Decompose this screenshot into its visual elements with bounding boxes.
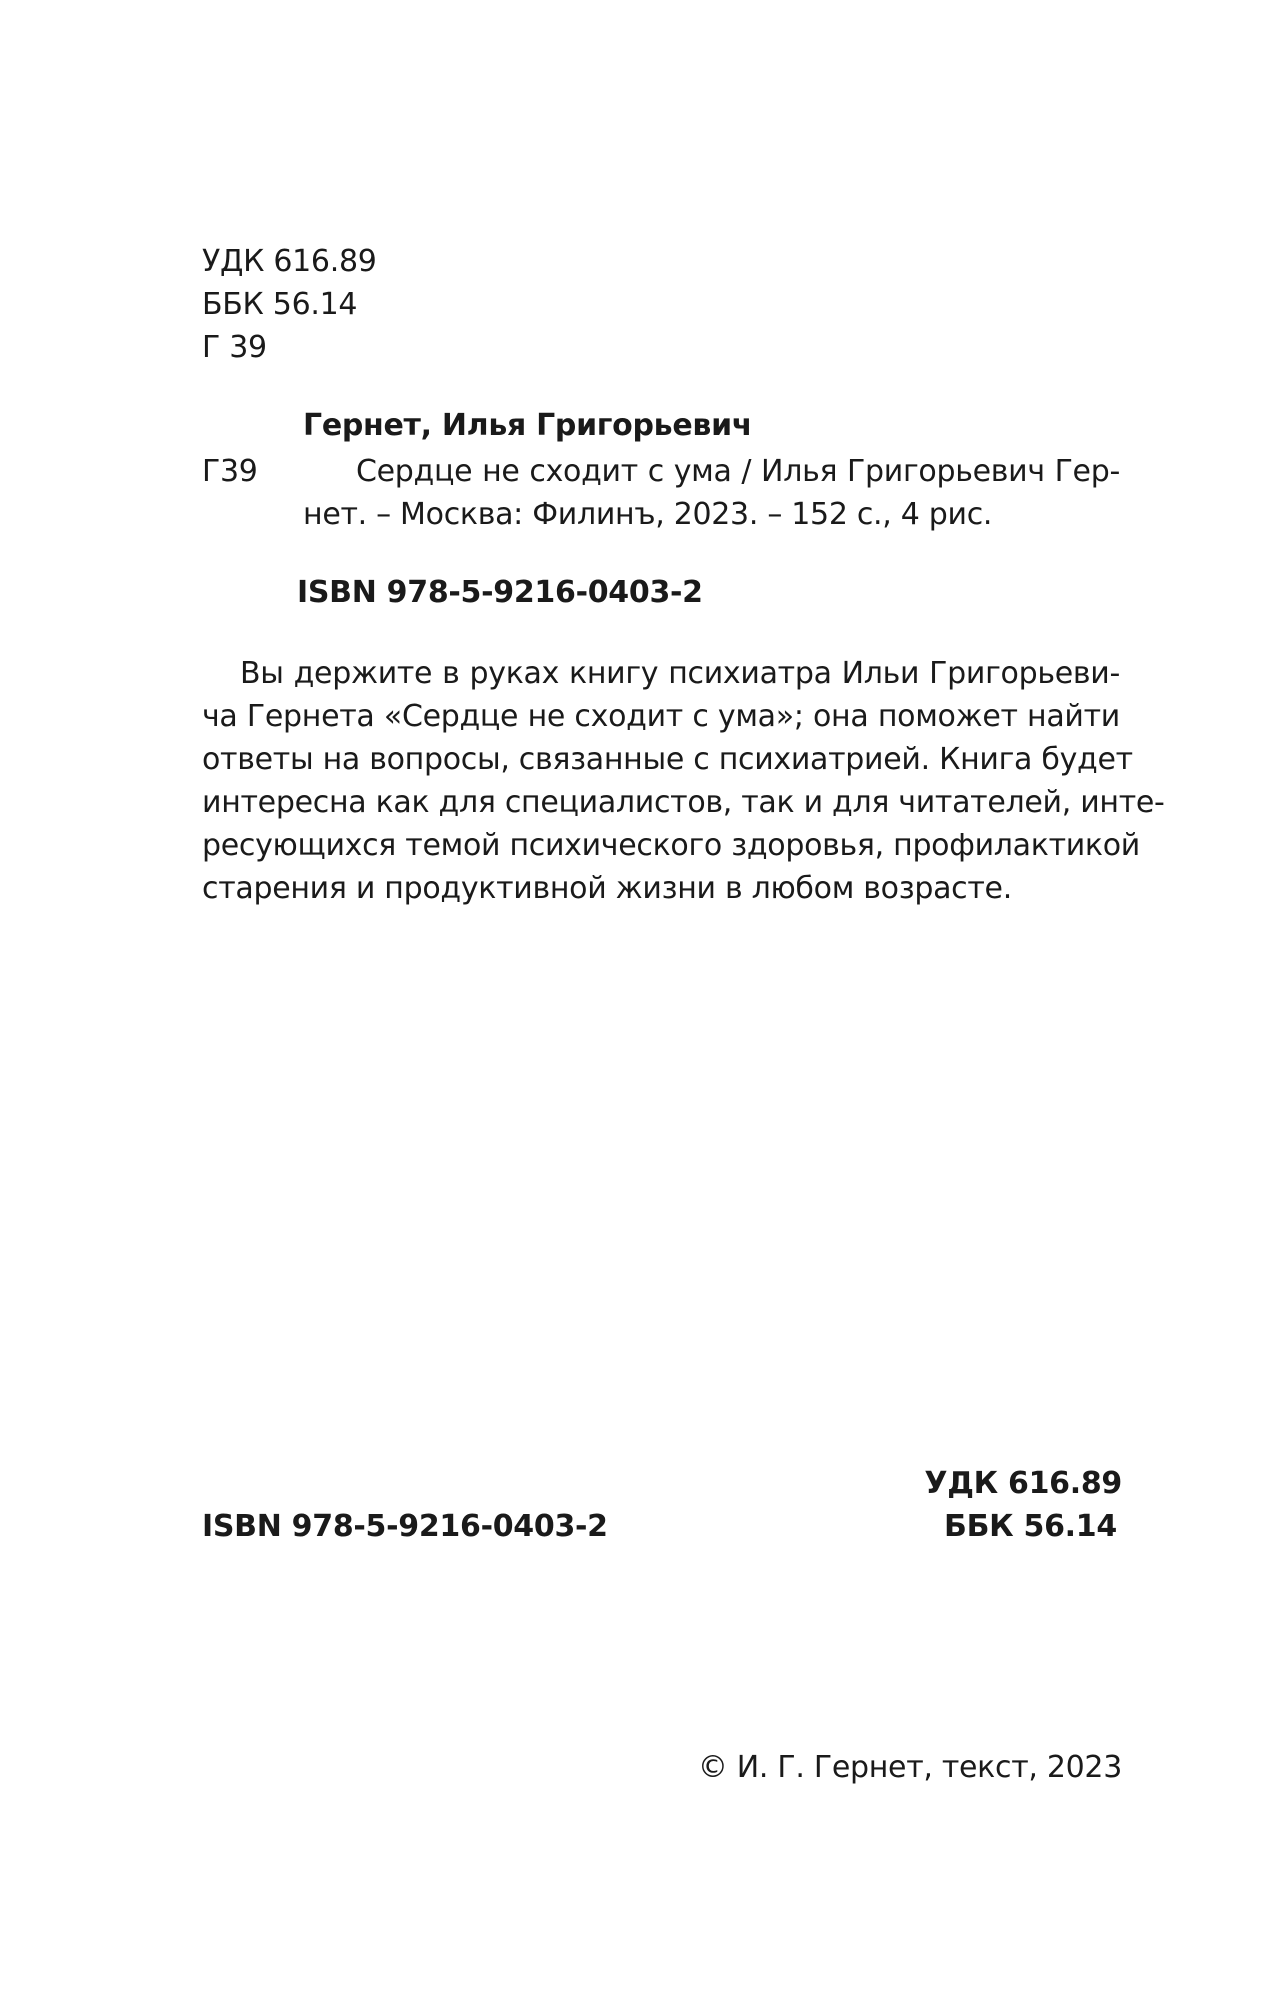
- annotation-line: ответы на вопросы, связанные с психиатрией. Книга будет: [202, 742, 1133, 777]
- udk-code-bottom: УДК 616.89: [924, 1466, 1122, 1501]
- annotation-line: интересна как для специалистов, так и для читателей, инте-: [202, 785, 1165, 820]
- annotation-line: старения и продуктивной жизни в любом возрасте.: [202, 871, 1012, 906]
- copyright-notice: © И. Г. Гернет, текст, 2023: [697, 1750, 1122, 1785]
- bbk-code-bottom: ББК 56.14: [944, 1509, 1117, 1544]
- bbk-code: ББК 56.14: [202, 287, 358, 322]
- udk-code: УДК 616.89: [202, 244, 377, 279]
- annotation-line: ча Гернета «Сердце не сходит с ума»; она поможет найти: [202, 699, 1120, 734]
- author-mark: Г 39: [202, 330, 267, 365]
- annotation-line: ресующихся темой психического здоровья, профилактикой: [202, 828, 1141, 863]
- annotation-line: Вы держите в руках книгу психиатра Ильи Григорьеви-: [240, 656, 1120, 691]
- bibliographic-record-line-2: нет. – Москва: Филинъ, 2023. – 152 с., 4 рис.: [303, 497, 993, 532]
- isbn-record: ISBN 978-5-9216-0403-2: [297, 575, 703, 610]
- bibliographic-record-line-1: Сердце не сходит с ума / Илья Григорьевич Гер-: [356, 454, 1120, 489]
- isbn-bottom: ISBN 978-5-9216-0403-2: [202, 1509, 608, 1544]
- record-author-mark: Г39: [202, 454, 258, 489]
- author-heading: Гернет, Илья Григорьевич: [303, 408, 753, 443]
